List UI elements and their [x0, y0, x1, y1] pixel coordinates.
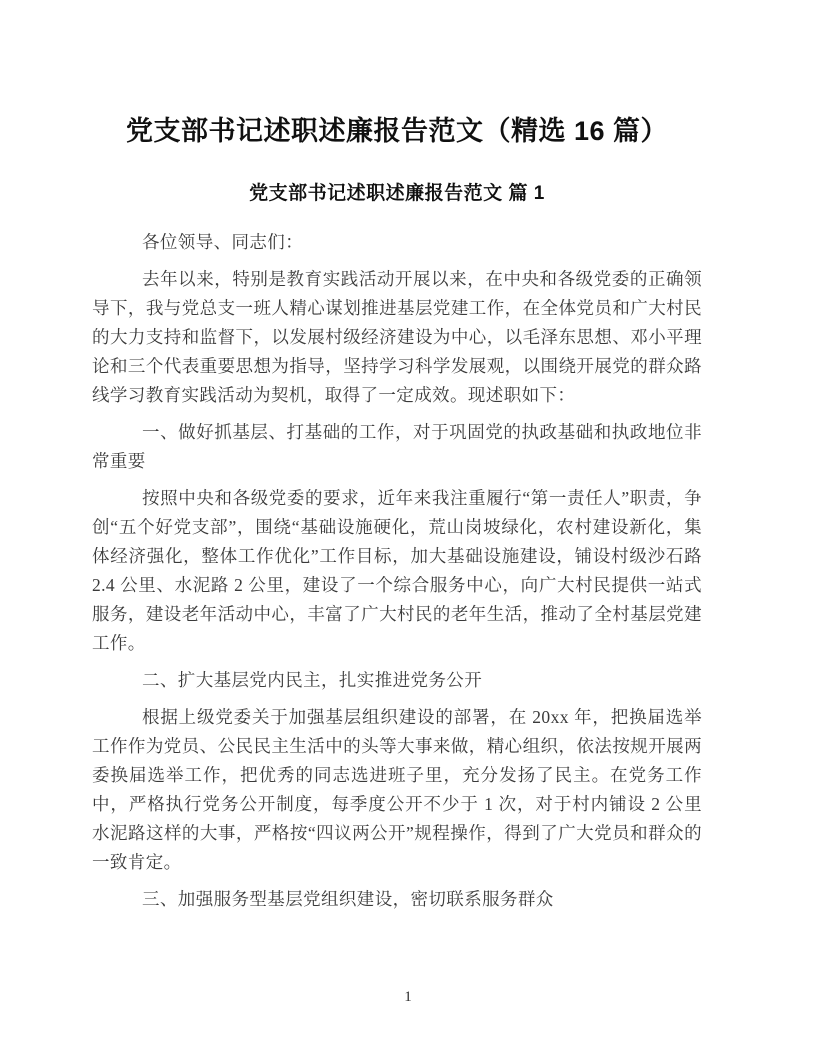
body-paragraph-1: 去年以来，特别是教育实践活动开展以来，在中央和各级党委的正确领导下，我与党总支一班人精心谋划推进基层党建工作，在全体党员和广大村民的大力支持和监督下，以发展村级经济建设为中心，以毛泽东思想、邓小平理论和三个代表重要思想为指导，坚持学习科学发展观，以围绕开展党的群众路线学习教育实践活动为契机，取得了一定成效。现述职如下： — [92, 269, 702, 405]
body-paragraph-3: 根据上级党委关于加强基层组织建设的部署，在 20xx 年，把换届选举工作作为党员、公民民主生活中的头等大事来做，精心组织，依法按规开展两委换届选举工作，把优秀的同志选进班子里，充分发扬了民主。在党务工作中，严格执行党务公开制度，每季度公开不少于 1 次，对于村内铺设 2 公里水泥路这样的大事，严格按“四议两公开”规程操作，得到了广大党员和群众的一致肯定。 — [92, 707, 702, 872]
document-title: 党支部书记述职述廉报告范文（精选 16 篇） — [125, 116, 669, 146]
body-paragraph-2: 按照中央和各级党委的要求，近年来我注重履行“第一责任人”职责，争创“五个好党支部”，围绕“基础设施硬化，荒山岗坡绿化，农村建设新化，集体经济强化，整体工作优化”工作目标，加大基础设施建设，铺设村级沙石路 2.4 公里、水泥路 2 公里，建设了一个综合服务中心，向广大村民提供一站式服务，建设老年活动中心，丰富了广大村民的老年生活，推动了全村基层党建工作。 — [92, 488, 702, 653]
section-heading-2: 二、扩大基层党内民主，扎实推进党务公开 — [142, 670, 483, 690]
section-heading-3: 三、加强服务型基层党组织建设，密切联系服务群众 — [142, 889, 554, 909]
page-number: 1 — [404, 989, 412, 1005]
section-heading-1: 一、做好抓基层、打基础的工作，对于巩固党的执政基础和执政地位非常重要 — [92, 422, 702, 471]
section-title: 党支部书记述职述廉报告范文 篇 1 — [249, 183, 545, 204]
salutation: 各位领导、同志们： — [142, 232, 304, 252]
